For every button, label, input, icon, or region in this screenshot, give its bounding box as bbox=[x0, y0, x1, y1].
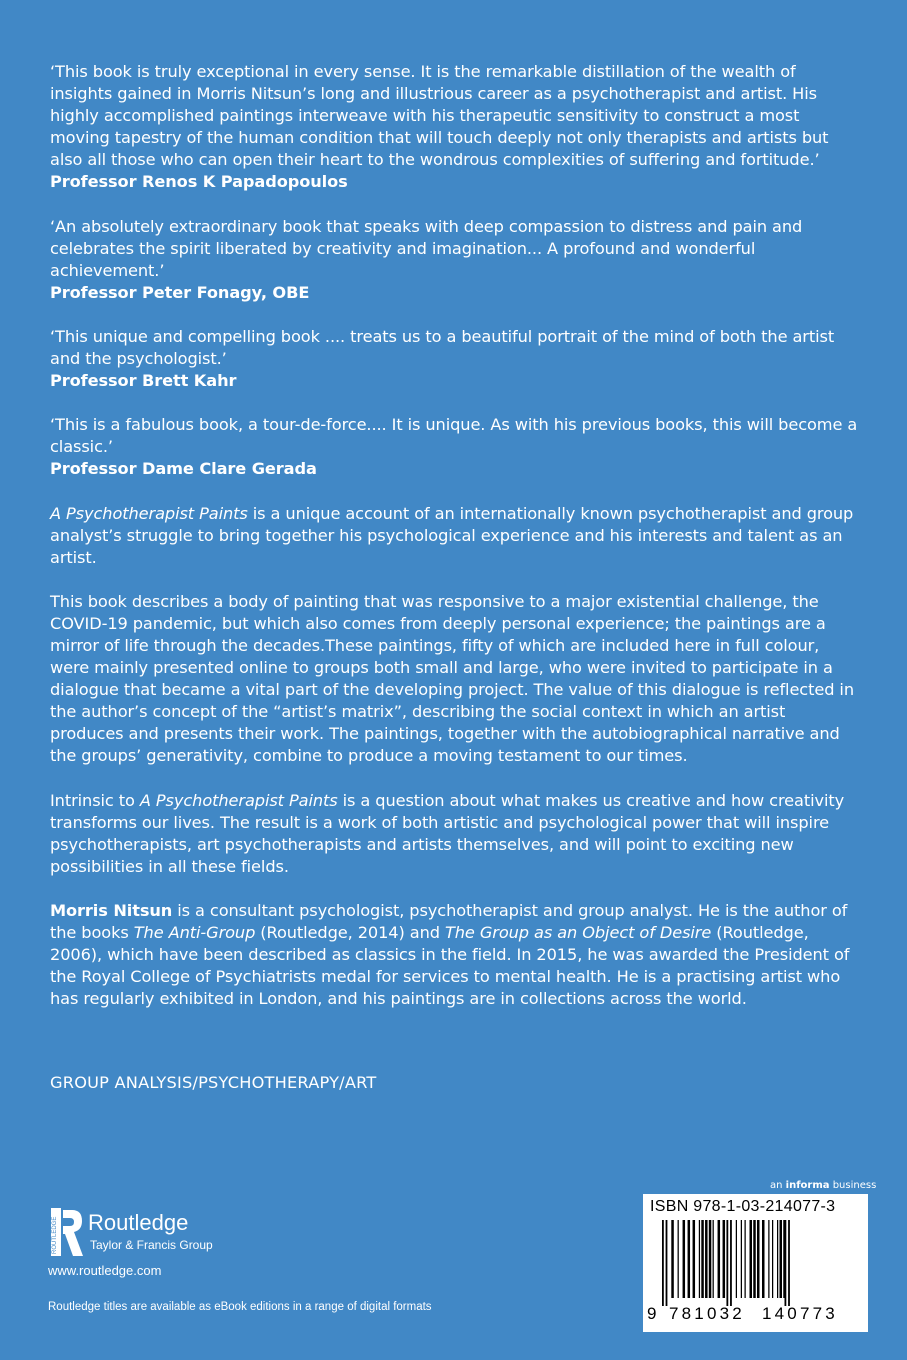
endorsement-quote bbox=[50, 326, 862, 392]
barcode-bar bbox=[705, 1220, 708, 1298]
ebook-note: Routledge titles are available as eBook editions in a range of digital formats bbox=[48, 1301, 432, 1313]
logo-vertical-text: ROUTLEDGE bbox=[52, 1216, 58, 1254]
routledge-logo-icon bbox=[48, 1206, 84, 1260]
quote-text: ‘An absolutely extraordinary book that speaks with deep compassion to distress and pain and celebrates the spirit liberated by creativity and imagination... A profound and wonderful achievement.’ bbox=[50, 216, 803, 280]
barcode-bar bbox=[777, 1220, 778, 1298]
barcode-bar bbox=[701, 1220, 704, 1298]
barcode-bar bbox=[762, 1220, 765, 1298]
barcode-bar bbox=[736, 1220, 737, 1298]
bio-text: (Routledge, 2006), which have been described as classics in the field. In 2015, he was awarded the President of the Royal College of Psychiatrists medal for services to mental health. He is a practising artist who has regularly exhibited in London, and his paintings are in collections across the world. bbox=[50, 923, 850, 1009]
barcode-bar bbox=[671, 1220, 674, 1298]
barcode-bar bbox=[723, 1220, 726, 1298]
barcode-bar bbox=[699, 1220, 700, 1298]
barcode-bar bbox=[666, 1220, 668, 1306]
description-paragraph bbox=[50, 790, 862, 878]
barcode-bar bbox=[768, 1220, 769, 1298]
paragraph-text: is a unique account of an internationally known psychotherapist and group analyst’s struggle to bring together his psychological experience and his interests and talent as an artist. bbox=[50, 503, 854, 567]
quote-author: Professor Renos K Papadopoulos bbox=[50, 172, 348, 192]
barcode-bar bbox=[750, 1220, 753, 1298]
quote-author: Professor Dame Clare Gerada bbox=[50, 459, 317, 479]
barcode-bar bbox=[693, 1220, 696, 1298]
subject-category: GROUP ANALYSIS/PSYCHOTHERAPY/ART bbox=[50, 1073, 377, 1092]
quote-author: Professor Peter Fonagy, OBE bbox=[50, 282, 310, 302]
book-title: The Anti-Group bbox=[133, 923, 256, 942]
barcode-digit-group: 781032 bbox=[669, 1304, 745, 1323]
quote-text: ‘This book is truly exceptional in every sense. It is the remarkable distillation of the wealth of insights gained in Morris Nitsun’s long and illustrious career as a psychotherapist and artist. His highly accomplished paintings interweave with his therapeutic sensitivity to construct a most moving tapestry of the human condition that will touch deeply not only therapists and artists but also all those who can open their heart to the wondrous complexities of suffering and fortitude.’ bbox=[50, 62, 829, 170]
author-name: Morris Nitsun bbox=[50, 900, 173, 920]
book-title: The Group as an Object of Desire bbox=[444, 923, 712, 942]
barcode-digits bbox=[643, 1304, 868, 1328]
barcode-bar bbox=[709, 1220, 712, 1298]
quote-text: ‘This is a fabulous book, a tour-de-force.... It is unique. As with his previous books, this will become a classic.’ bbox=[50, 415, 858, 457]
barcode-bar bbox=[757, 1220, 760, 1298]
isbn-label: ISBN 978-1-03-214077-3 bbox=[650, 1198, 836, 1215]
barcode-bar bbox=[662, 1220, 664, 1306]
cover-text bbox=[50, 61, 862, 1032]
barcode-bar bbox=[741, 1220, 742, 1298]
isbn-barcode-box bbox=[643, 1194, 868, 1332]
barcode-bar bbox=[683, 1220, 686, 1298]
author-bio bbox=[50, 900, 862, 1010]
publisher-website: www.routledge.com bbox=[48, 1263, 162, 1278]
description-paragraph: This book describes a body of painting that was responsive to a major existential challenge, the COVID-19 pandemic, but which also comes from deeply personal experience; the paintings are a mirror of life through the decades.These paintings, fifty of which are included here in full colour, were mainly presented online to groups both small and large, who were invited to participate in a dialogue that became a vital part of the developing project. The value of this dialogue is reflected in the author’s concept of the “artist’s matrix”, describing the social context in which an artist produces and presents their work. The paintings, together with the autobiographical narrative and the groups’ generativity, combine to produce a moving testament to our times. bbox=[50, 591, 854, 766]
barcode-bar bbox=[772, 1220, 773, 1298]
bio-text: is a consultant psychologist, psychotherapist and group analyst. He is the author of the books bbox=[50, 900, 848, 942]
book-title: A Psychotherapist Paints bbox=[50, 503, 248, 523]
book-title: A Psychotherapist Paints bbox=[139, 790, 338, 810]
publisher-name: Routledge bbox=[88, 1210, 189, 1235]
barcode-bar bbox=[688, 1220, 691, 1298]
barcode-bar bbox=[788, 1220, 790, 1306]
paragraph-text: is a question about what makes us creative and how creativity transforms our lives. The result is a work of both artistic and psychological power that will inspire psychotherapists, art psychotherapists and artists themselves, and will point to exciting new possibilities in all these fields. bbox=[50, 790, 845, 876]
barcode bbox=[652, 1220, 860, 1306]
barcode-digit: 9 bbox=[647, 1304, 657, 1323]
barcode-bar bbox=[745, 1220, 746, 1298]
barcode-bar bbox=[678, 1220, 679, 1298]
barcode-bar bbox=[713, 1220, 714, 1298]
endorsement-quote bbox=[50, 61, 862, 194]
barcode-bar bbox=[753, 1220, 756, 1298]
quote-author: Professor Brett Kahr bbox=[50, 371, 237, 391]
barcode-bar bbox=[780, 1220, 783, 1298]
endorsement-quote bbox=[50, 216, 862, 304]
barcode-bar bbox=[726, 1220, 728, 1306]
barcode-bar bbox=[783, 1220, 784, 1298]
barcode-bar bbox=[730, 1220, 732, 1306]
barcode-digit-group: 140773 bbox=[762, 1304, 838, 1323]
publisher-group: Taylor & Francis Group bbox=[90, 1238, 213, 1252]
paragraph-text: Intrinsic to bbox=[50, 790, 140, 810]
barcode-bar bbox=[785, 1220, 787, 1306]
informa-tagline: an informa business bbox=[770, 1180, 877, 1191]
bio-text: (Routledge, 2014) and bbox=[255, 923, 445, 942]
quote-text: ‘This unique and compelling book .... treats us to a beautiful portrait of the mind of both the artist and the psychologist.’ bbox=[50, 326, 835, 369]
endorsement-quote bbox=[50, 414, 862, 480]
description-paragraph bbox=[50, 503, 862, 569]
barcode-bar bbox=[718, 1220, 721, 1298]
